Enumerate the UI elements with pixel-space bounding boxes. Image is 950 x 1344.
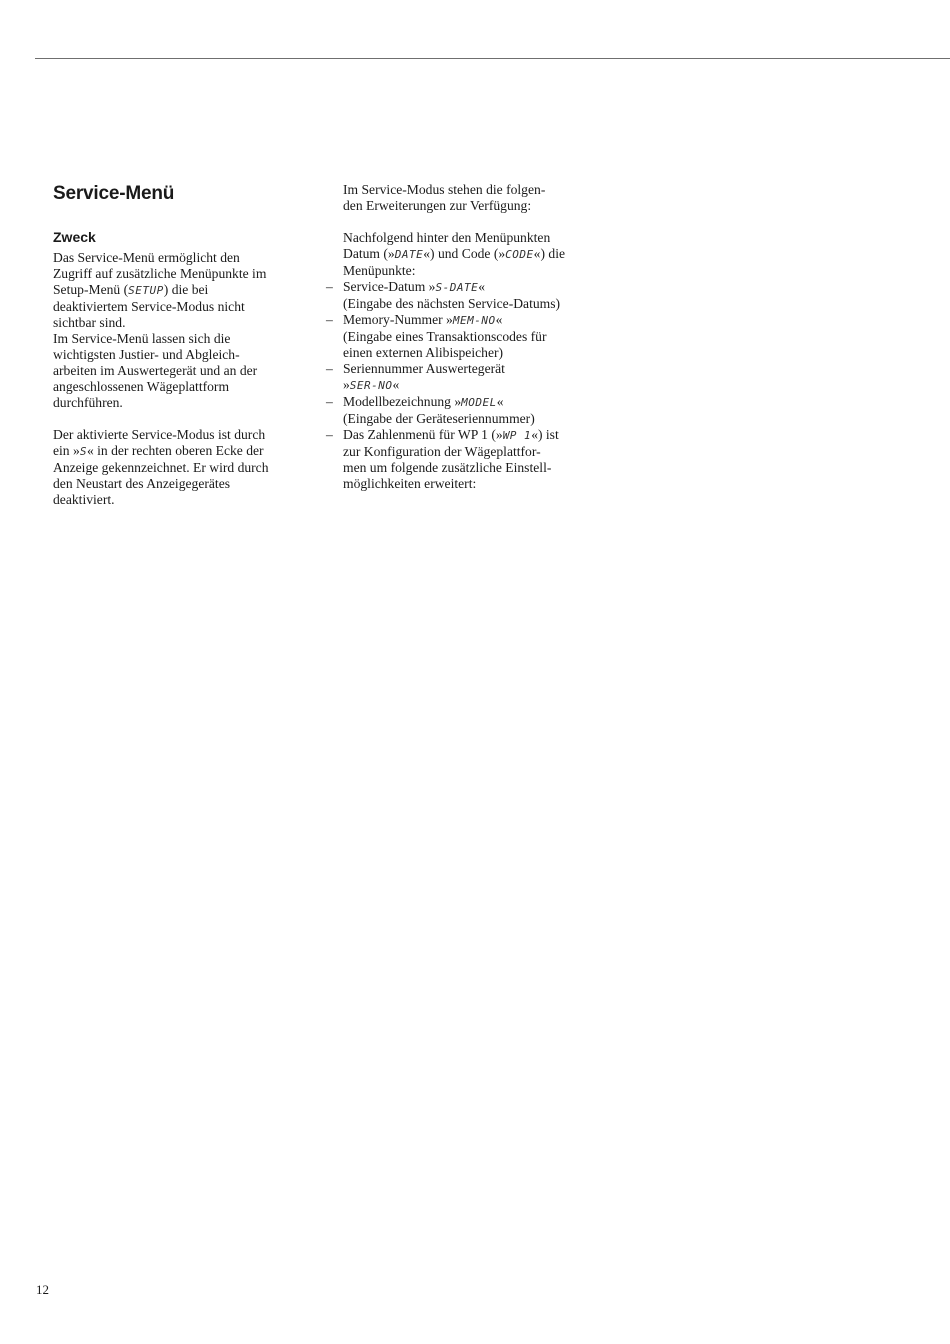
- list-item: [326, 312, 593, 361]
- text-line: wichtigsten Justier- und Abgleich-: [53, 347, 240, 362]
- section-heading: Service-Menü: [53, 183, 175, 204]
- text-line: sichtbar sind.: [53, 315, 126, 330]
- display-code: S-DATE: [435, 281, 479, 294]
- text-line: Der aktivierte Service-Modus ist durch: [53, 427, 266, 442]
- text-line: Setup-Menü (SETUP) die bei: [53, 282, 209, 297]
- text-line: angeschlossenen Wägeplattform: [53, 379, 230, 394]
- display-code: SETUP: [128, 284, 164, 297]
- text-line: Das Zahlenmenü für WP 1 (»WP 1«) ist: [343, 427, 559, 442]
- list-dash: –: [326, 312, 333, 327]
- text-line: deaktiviert.: [53, 492, 115, 507]
- list-item: [326, 394, 593, 427]
- right-column: [326, 182, 593, 492]
- extension-list: [326, 279, 593, 492]
- list-dash: –: [326, 394, 333, 409]
- text-line: (Eingabe des nächsten Service-Datums): [343, 296, 561, 311]
- text-line: deaktiviertem Service-Modus nicht: [53, 299, 245, 314]
- text-line: zur Konfiguration der Wägeplattfor-: [343, 444, 541, 459]
- list-item: [326, 361, 593, 394]
- text-line: den Neustart des Anzeigegerätes: [53, 476, 231, 491]
- text-line: Menüpunkte:: [343, 263, 416, 278]
- display-code: CODE: [505, 248, 534, 261]
- text-line: den Erweiterungen zur Verfügung:: [343, 198, 532, 213]
- text-line: durchführen.: [53, 395, 123, 410]
- service-mode-paragraph: [53, 427, 303, 508]
- text-line: Service-Datum »S-DATE«: [343, 279, 486, 294]
- text-line: ein »S« in der rechten oberen Ecke der: [53, 443, 264, 458]
- text-line: Das Service-Menü ermöglicht den: [53, 250, 240, 265]
- page-number: 12: [36, 1282, 49, 1297]
- intro-paragraph: [343, 182, 593, 214]
- purpose-paragraph: [53, 250, 303, 411]
- header-rule: [35, 58, 950, 59]
- list-dash: –: [326, 427, 333, 442]
- display-code: S: [79, 445, 87, 458]
- text-line: Seriennummer Auswertegerät: [343, 361, 505, 376]
- text-line: (Eingabe eines Transaktionscodes für: [343, 329, 547, 344]
- text-line: möglichkeiten erweitert:: [343, 476, 477, 491]
- list-item: [326, 427, 593, 492]
- text-line: Im Service-Menü lassen sich die: [53, 331, 231, 346]
- text-line: einen externen Alibispeicher): [343, 345, 504, 360]
- display-code: SER-NO: [349, 379, 393, 392]
- display-code: DATE: [394, 248, 424, 261]
- list-item: [326, 279, 593, 312]
- text-line: Im Service-Modus stehen die folgen-: [343, 182, 546, 197]
- menu-items-paragraph: [343, 230, 593, 279]
- text-line: arbeiten im Auswertegerät und an der: [53, 363, 258, 378]
- text-line: Anzeige gekennzeichnet. Er wird durch: [53, 460, 269, 475]
- display-code: MODEL: [461, 396, 497, 409]
- text-line: men um folgende zusätzliche Einstell-: [343, 460, 552, 475]
- list-dash: –: [326, 279, 333, 294]
- text-line: Memory-Nummer »MEM-NO«: [343, 312, 503, 327]
- text-line: Zugriff auf zusätzliche Menüpunkte im: [53, 266, 267, 281]
- text-line: (Eingabe der Geräteseriennummer): [343, 411, 535, 426]
- text-line: Datum (»DATE«) und Code (»CODE«) die: [343, 246, 566, 261]
- display-code: WP 1: [502, 429, 532, 442]
- text-line: Nachfolgend hinter den Menüpunkten: [343, 230, 551, 245]
- text-line: »SER-NO«: [343, 377, 400, 392]
- text-line: Modellbezeichnung »MODEL«: [343, 394, 504, 409]
- display-code: MEM-NO: [452, 314, 496, 327]
- list-dash: –: [326, 361, 333, 376]
- subsection-heading: Zweck: [53, 229, 96, 245]
- left-column: [53, 182, 303, 508]
